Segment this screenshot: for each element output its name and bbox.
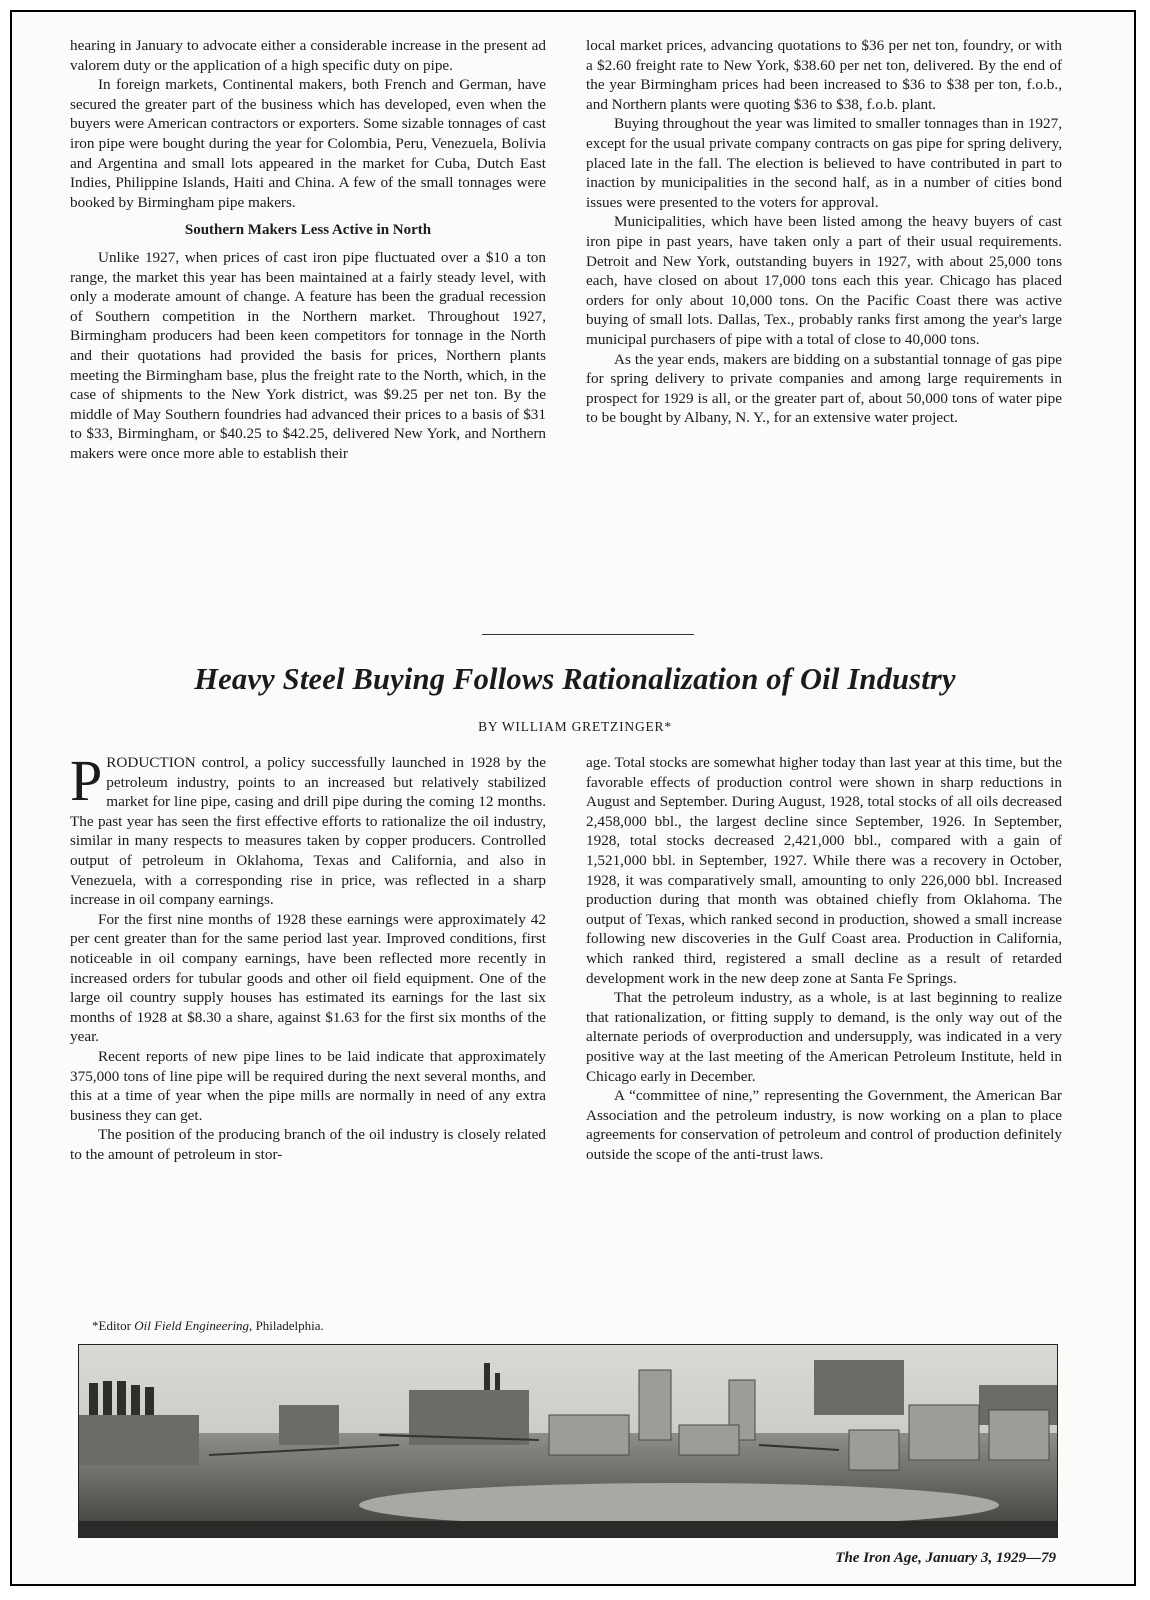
paragraph: Recent reports of new pipe lines to be laid indicate that approximately 375,000 tons of line pipe will be required during the next several months, and this at a time of year when the pipe mills are normally in need of any extra business they can get. — [70, 1047, 546, 1124]
paragraph: That the petroleum industry, as a whole, is at last beginning to realize that rationalization, or fitting supply to demand, is the only way out of the alternate periods of overproduction and undersupply, was indicated in a very positive way at the last meeting of the American Petroleum Institute, held in Chicago early in December. — [586, 989, 1062, 1085]
paragraph: local market prices, advancing quotations to $36 per net ton, foundry, or with a $2.60 freight rate to New York, $38.60 per net ton, delivered. By the end of the year Birmingham prices had been increased to $36 to $38 per ton, f.o.b., and Northern plants were quoting $36 to $38, f.o.b. plant. — [586, 37, 1062, 113]
drop-cap: P — [70, 748, 103, 813]
paragraph: For the first nine months of 1928 these earnings were approximately 42 per cent greater than for the same period last year. Improved conditions, first noticeable in oil company earnings, have been reflected more recently in increased orders for tubular goods and other oil field equipment. One of the large oil country supply houses has estimated its earnings for the last six months of 1928 at $8.30 a share, against $1.63 for the first six months of the year. — [70, 910, 546, 1046]
paragraph: hearing in January to advocate either a considerable increase in the present ad valorem duty or the application of a high specific duty on pipe. — [70, 37, 546, 74]
oil-refinery-photo — [78, 1344, 1058, 1538]
paragraph: Municipalities, which have been listed among the heavy buyers of cast iron pipe in past years, have taken only a part of their usual requirements. Detroit and New York, outstanding buyers in 1927, with about 25,000 tons each, have closed on about 17,000 tons each this year. Chicago has placed orders for only about 10,000 tons. On the Pacific Coast there was active buying of small lots. Dallas, Tex., probably ranks first among the year's large municipal purchasers of pipe with a total of close to 40,000 tons. — [586, 213, 1062, 348]
lead-text: RODUCTION control, a policy successfully launched in 1928 by the petroleum industry, points to an increased but relatively stabilized market for line pipe, casing and drill pipe during the coming 12 months. The past year has seen the first effective efforts to rationalize the oil industry, similar in many respects to measures taken by copper producers. Controlled output of petroleum in Oklahoma, Texas and California, and also in Venezuela, with a corresponding rise in price, was reflected in a sharp increase in oil company earnings. — [70, 754, 546, 909]
author-footnote — [92, 1318, 324, 1334]
top-right-column — [586, 36, 1062, 428]
footnote-city: Philadelphia. — [252, 1318, 324, 1333]
article-right-column — [586, 753, 1062, 1164]
footnote-publication: Oil Field Engineering, — [134, 1318, 253, 1333]
magazine-page — [10, 10, 1136, 1586]
paragraph: In foreign markets, Continental makers, both French and German, have secured the greater part of the business which has developed, even when the buyers were American contractors or exporters. Some sizable tonnages of cast iron pipe were bought during the year for Colombia, Peru, Venezuela, Bolivia and Argentina and small lots appeared in the market for Cuba, Dutch East Indies, Philippine Islands, Haiti and China. A few of the small tonnages were booked by Birmingham pipe makers. — [70, 76, 546, 211]
page-footer: The Iron Age, January 3, 1929—79 — [835, 1550, 1056, 1566]
paragraph: age. Total stocks are somewhat higher today than last year at this time, but the favorable effects of production control were shown in sharp reductions in August and September. During August, 1928, total stocks of all oils decreased 2,458,000 bbl., the largest decline since September, 1926. In September, 1928, total stocks decreased 2,421,000 bbl., compared with a gain of 1,521,000 bbl. in September, 1927. While there was a recovery in October, 1928, it was comparatively small, amounting to only 226,000 bbl. Increased production during that month was obtained chiefly from Oklahoma. The output of Texas, which ranked second in production, showed a small increase following new discoveries in the Gulf Coast area. Production in California, which ranked third, registered a small decline as a result of retarded development work in the new deep zone at Santa Fe Springs. — [586, 754, 1062, 987]
paragraph: The position of the producing branch of the oil industry is closely related to the amount of petroleum in stor- — [70, 1126, 546, 1163]
paragraph: Buying throughout the year was limited to smaller tonnages than in 1927, except for the usual private company contracts on gas pipe for spring delivery, placed late in the fall. The election is believed to have contributed in part to inaction by municipalities in the second half, as in a number of cities bond issues were presented to the voters for approval. — [586, 115, 1062, 211]
paragraph: Unlike 1927, when prices of cast iron pipe fluctuated over a $10 a ton range, the market this year has been maintained at a fairly steady level, with only a moderate amount of change. A feature has been the gradual recession of Southern competition in the Northern market. Throughout 1927, Birmingham producers had been keen competitors for tonnage in the North and their quotations had provided the basis for prices, Northern plants meeting the Birmingham base, plus the freight rate to the North, which, in the case of shipments to the New York district, was $9.25 per net ton. By the middle of May Southern foundries had advanced their prices to a basis of $31 to $33, Birmingham, or $40.25 to $42.25, delivered New York, and Northern makers were once more able to establish their — [70, 248, 546, 462]
article-headline: Heavy Steel Buying Follows Rationalization of Oil Industry — [194, 662, 956, 696]
paragraph: As the year ends, makers are bidding on a substantial tonnage of gas pipe for spring delivery to private companies and among large requirements in prospect for 1929 is all, or the greater part of, about 50,000 tons of water pipe to be bought by Albany, N. Y., for an extensive water project. — [586, 350, 1062, 427]
top-left-column — [70, 36, 546, 463]
paragraph: A “committee of nine,” representing the Government, the American Bar Association and the petroleum industry, is now working on a plan to place agreements for conservation of petroleum and control of production definitely outside the scope of the anti-trust laws. — [586, 1087, 1062, 1163]
article-left-column — [70, 748, 546, 1164]
article-byline: BY WILLIAM GRETZINGER* — [478, 719, 672, 734]
lead-paragraph — [70, 748, 546, 910]
section-subheading: Southern Makers Less Active in North — [184, 222, 432, 239]
footnote-prefix: *Editor — [92, 1318, 135, 1333]
section-divider — [482, 634, 694, 635]
